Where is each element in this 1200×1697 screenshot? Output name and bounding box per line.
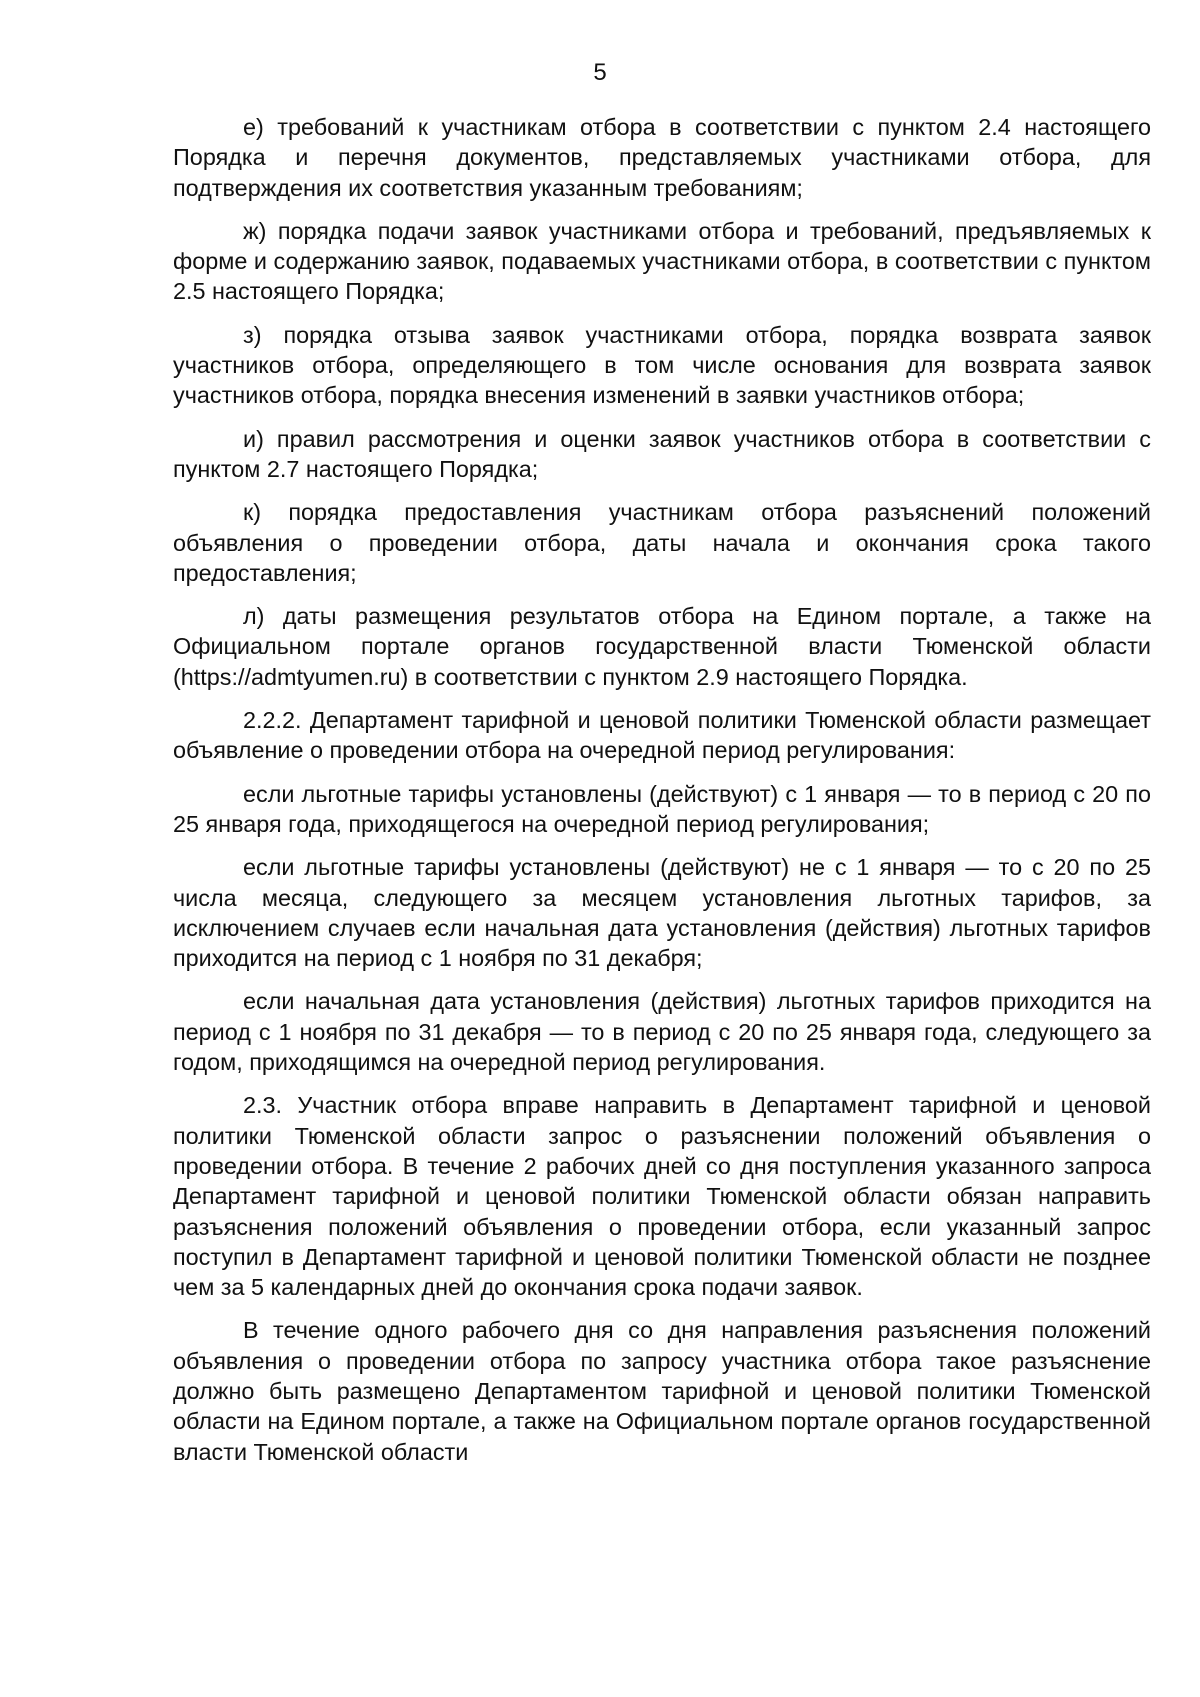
paragraph-2-3: 2.3. Участник отбора вправе направить в Департамент тарифной и ценовой политики Тюменской области запрос о разъяснении положений объявления о проведении отбора. В течение 2 рабочих дней со дня поступления указанного запроса Департамент тарифной и ценовой политики Тюменской области обязан направить разъяснения положений объявления о проведении отбора, если указанный запрос поступил в Департамент тарифной и ценовой политики Тюменской области не позднее чем за 5 календарных дней до окончания срока подачи заявок. — [173, 1092, 1151, 1301]
paragraph-case-not-jan-1: если льготные тарифы установлены (действуют) не с 1 января — то с 20 по 25 числа месяца, следующего за месяцем установления льготных тарифов, за исключением случаев если начальная дата установления (действия) льготных тарифов приходится на период с 1 ноября по 31 декабря; — [173, 854, 1151, 972]
paragraph-e: е) требований к участникам отбора в соответствии с пунктом 2.4 настоящего Порядка и перечня документов, представляемых участниками отбора, для подтверждения их соответствия указанным требованиям; — [173, 114, 1151, 201]
paragraph-case-jan-1: если льготные тарифы установлены (действуют) с 1 января — то в период с 20 по 25 января года, приходящегося на очередной период регулирования; — [173, 780, 1151, 837]
paragraph-clarification-publication: В течение одного рабочего дня со дня направления разъяснения положений объявления о проведении отбора по запросу участника отбора такое разъяснение должно быть размещено Департаментом тарифной и ценовой политики Тюменской области на Едином портале, а также на Официальном портале органов государственной власти Тюменской области — [173, 1317, 1151, 1465]
document-body — [173, 112, 1151, 1467]
paragraph-z: з) порядка отзыва заявок участниками отбора, порядка возврата заявок участников отбора, определяющего в том числе основания для возврата заявок участников отбора, порядка внесения изменений в заявки участников отбора; — [173, 321, 1151, 409]
paragraph-2-2-2: 2.2.2. Департамент тарифной и ценовой политики Тюменской области размещает объявление о проведении отбора на очередной период регулирования: — [173, 707, 1151, 764]
paragraph-i: и) правил рассмотрения и оценки заявок участников отбора в соответствии с пунктом 2.7 настоящего Порядка; — [173, 425, 1151, 482]
paragraph-l: л) даты размещения результатов отбора на Едином портале, а также на Официальном портале органов государственной власти Тюменской области (https://admtyumen.ru) в соответствии с пунктом 2.9 настоящего Порядка. — [173, 603, 1151, 690]
paragraph-zh: ж) порядка подачи заявок участниками отбора и требований, предъявляемых к форме и содержанию заявок, подаваемых участниками отбора, в соответствии с пунктом 2.5 настоящего Порядка; — [173, 217, 1151, 305]
paragraph-k: к) порядка предоставления участникам отбора разъяснений положений объявления о проведении отбора, даты начала и окончания срока такого предоставления; — [173, 499, 1151, 586]
paragraph-case-nov-dec: если начальная дата установления (действия) льготных тарифов приходится на период с 1 ноября по 31 декабря — то в период с 20 по 25 января года, следующего за годом, приходящимся на очередной период регулирования. — [173, 988, 1151, 1076]
page-number: 5 — [593, 59, 607, 86]
